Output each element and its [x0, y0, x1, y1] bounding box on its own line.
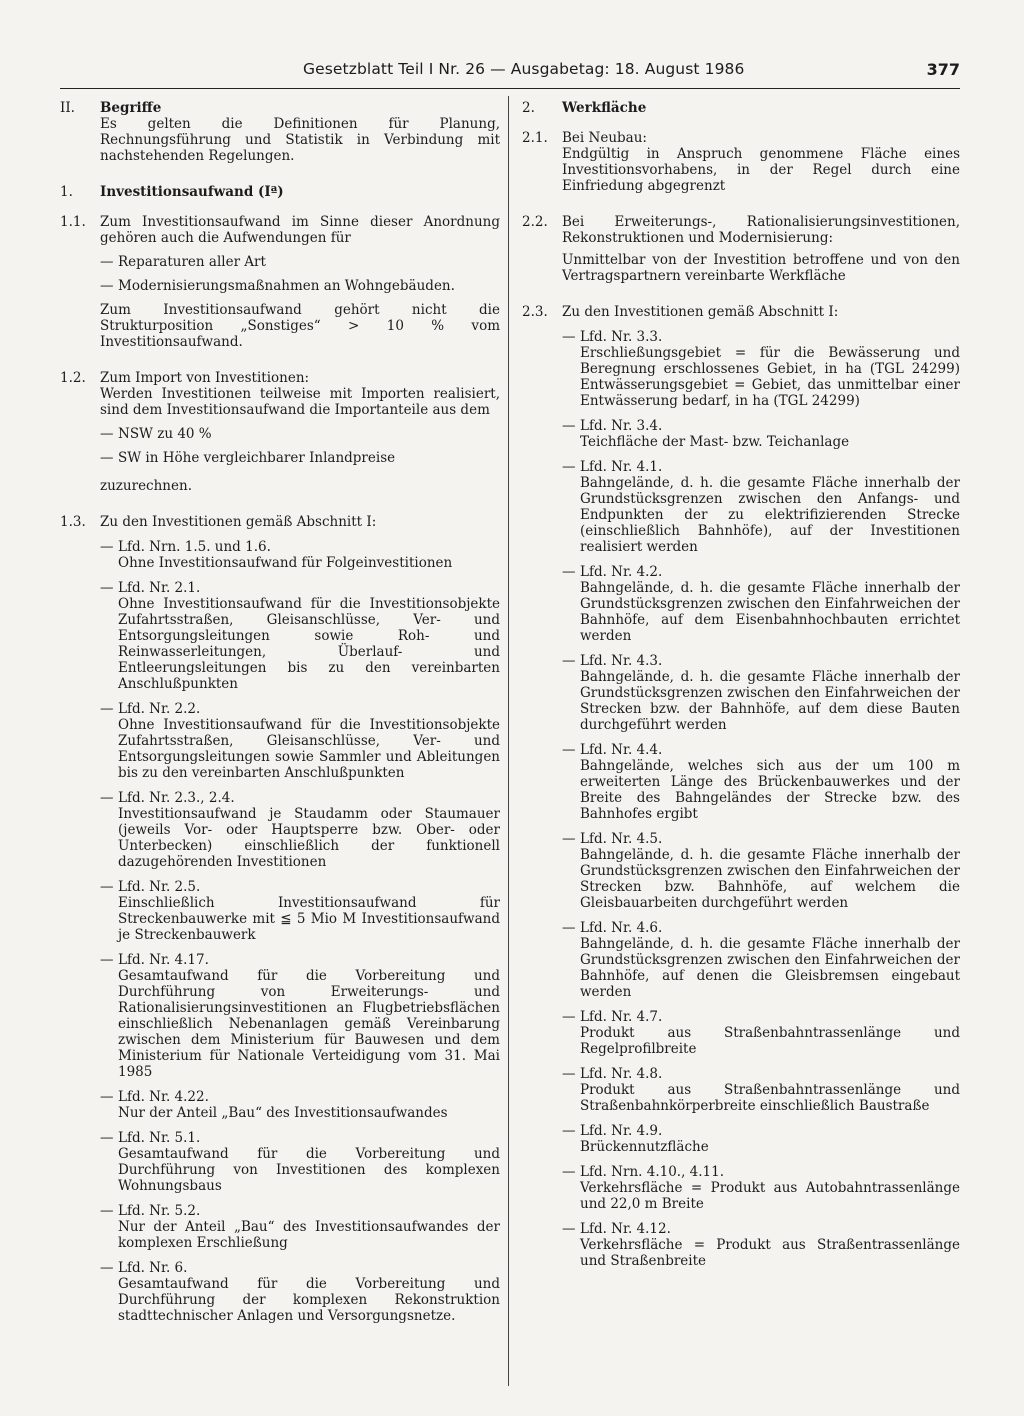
- section-heading: Investitionsaufwand (Iª): [100, 184, 284, 200]
- item-label: Lfd. Nrn. 4.10., 4.11.: [580, 1164, 725, 1180]
- section-number: 1.: [60, 184, 73, 200]
- item-label: Lfd. Nr. 4.2.: [580, 564, 663, 580]
- item-label: Lfd. Nr. 5.1.: [118, 1130, 201, 1146]
- section-number: 2.1.: [522, 130, 548, 146]
- item-label: Lfd. Nr. 2.3., 2.4.: [118, 790, 235, 806]
- item-label: Lfd. Nr. 4.12.: [580, 1221, 671, 1237]
- item-label: Lfd. Nr. 4.8.: [580, 1066, 663, 1082]
- item-text: Verkehrsfläche = Produkt aus Autobahntrassenlänge und 22,0 m Breite: [580, 1180, 960, 1212]
- section-2-2: [522, 214, 960, 284]
- list-item: [100, 539, 500, 571]
- list-item: [100, 1130, 500, 1194]
- item-label: Lfd. Nr. 3.3.: [580, 329, 663, 345]
- section-text: Werden Investitionen teilweise mit Importen realisiert, sind dem Investitionsaufwand die Importanteile aus dem: [100, 386, 500, 418]
- section-1-2: [60, 370, 500, 494]
- bullet-item: [100, 278, 500, 294]
- item-label: Lfd. Nr. 2.1.: [118, 580, 201, 596]
- item-label: Lfd. Nr. 4.22.: [118, 1089, 209, 1105]
- section-intro: Bei Neubau:: [562, 130, 647, 146]
- list-item: [562, 920, 960, 1000]
- header-title: Gesetzblatt Teil I Nr. 26 — Ausgabetag: 18. August 1986: [303, 60, 745, 78]
- dash-marker: —: [100, 1130, 114, 1146]
- item-text: Bahngelände, d. h. die gesamte Fläche innerhalb der Grundstücksgrenzen zwischen den Einfahrweichen der Bahnhöfe, auf denen die Gleisbremsen eingebaut werden: [580, 936, 960, 1000]
- item-text: Einschließlich Investitionsaufwand für Streckenbauwerke mit ≦ 5 Mio M Investitionsaufwand je Streckenbauwerk: [118, 895, 500, 943]
- section-intro: Zum Import von Investitionen:: [100, 370, 310, 386]
- bullet-text: SW in Höhe vergleichbarer Inlandpreise: [118, 450, 396, 466]
- dash-marker: —: [100, 952, 114, 968]
- item-text: Produkt aus Straßenbahntrassenlänge und Regelprofilbreite: [580, 1025, 960, 1057]
- item-label: Lfd. Nr. 4.1.: [580, 459, 663, 475]
- dash-marker: —: [100, 701, 114, 717]
- section-2-1: [522, 130, 960, 194]
- dash-marker: —: [562, 1164, 576, 1180]
- section-text: Zum Investitionsaufwand gehört nicht die Strukturposition „Sonstiges“ > 10 % vom Investitionsaufwand.: [100, 302, 500, 350]
- item-label: Lfd. Nr. 3.4.: [580, 418, 663, 434]
- dash-marker: —: [100, 426, 114, 442]
- dash-marker: —: [100, 879, 114, 895]
- item-label: Lfd. Nr. 4.6.: [580, 920, 663, 936]
- dash-marker: —: [562, 831, 576, 847]
- list-item: [100, 1260, 500, 1324]
- section-1-1: [60, 214, 500, 350]
- bullet-text: NSW zu 40 %: [118, 426, 212, 442]
- item-text: Gesamtaufwand für die Vorbereitung und Durchführung von Investitionen des komplexen Wohnungsbaus: [118, 1146, 500, 1194]
- item-label: Lfd. Nr. 4.7.: [580, 1009, 663, 1025]
- section-text: zuzurechnen.: [100, 478, 192, 494]
- list-item: [562, 459, 960, 555]
- dash-marker: —: [100, 580, 114, 596]
- item-text: Produkt aus Straßenbahntrassenlänge und Straßenbahnkörperbreite einschließlich Baustraße: [580, 1082, 960, 1114]
- dash-marker: —: [562, 1009, 576, 1025]
- item-text: Teichfläche der Mast- bzw. Teichanlage: [580, 434, 850, 450]
- list-item: [562, 329, 960, 409]
- item-text: Nur der Anteil „Bau“ des Investitionsaufwandes der komplexen Erschließung: [118, 1219, 500, 1251]
- dash-marker: —: [100, 450, 114, 466]
- list-item: [100, 1203, 500, 1251]
- section-text: Zum Investitionsaufwand im Sinne dieser Anordnung gehören auch die Aufwendungen für: [100, 214, 500, 246]
- item-text: Ohne Investitionsaufwand für Folgeinvestitionen: [118, 555, 453, 571]
- dash-marker: —: [562, 1221, 576, 1237]
- item-label: Lfd. Nr. 2.5.: [118, 879, 201, 895]
- item-text: Bahngelände, d. h. die gesamte Fläche innerhalb der Grundstücksgrenzen zwischen den Anfangs- und Endpunkten der zu elektrifizierenden Strecke (einschließlich Bahnhöfe), auf der Investitionen realisiert werden: [580, 475, 960, 555]
- left-column: [60, 100, 500, 1324]
- bullet-item: [100, 450, 500, 466]
- bullet-item: [100, 254, 500, 270]
- dash-marker: —: [562, 459, 576, 475]
- section-number: 2.3.: [522, 304, 548, 320]
- dash-marker: —: [562, 1123, 576, 1139]
- column-divider: [508, 96, 509, 1386]
- list-item: [562, 1164, 960, 1212]
- list-item: [562, 831, 960, 911]
- list-item: [562, 418, 960, 450]
- right-column: [522, 100, 960, 1269]
- dash-marker: —: [562, 418, 576, 434]
- item-label: Lfd. Nr. 2.2.: [118, 701, 201, 717]
- list-item: [100, 790, 500, 870]
- item-text: Ohne Investitionsaufwand für die Investitionsobjekte Zufahrtsstraßen, Gleisanschlüsse, Ver- und Entsorgungsleitungen sowie Roh- und Reinwasserleitungen, Überlauf- und Entleerungsleitungen bis zu den vereinbarten Anschlußpunkten: [118, 596, 500, 692]
- item-text: Gesamtaufwand für die Vorbereitung und Durchführung der komplexen Rekonstruktion stadttechnischer Anlagen und Versorgungsnetze.: [118, 1276, 500, 1324]
- dash-marker: —: [100, 278, 114, 294]
- section-investitionsaufwand: [60, 184, 500, 200]
- list-item: [562, 1009, 960, 1057]
- dash-marker: —: [562, 329, 576, 345]
- item-label: Lfd. Nr. 4.5.: [580, 831, 663, 847]
- dash-marker: —: [562, 653, 576, 669]
- item-text: Bahngelände, d. h. die gesamte Fläche innerhalb der Grundstücksgrenzen zwischen den Einfahrweichen der Strecken bzw. der Bahnhöfe, auf dem diese Bauten durchgeführt werden: [580, 669, 960, 733]
- section-intro: Zu den Investitionen gemäß Abschnitt I:: [562, 304, 839, 320]
- item-text: Bahngelände, welches sich aus der um 100 m erweiterten Länge des Brückenbauwerkes und der Breite des Bahngeländes der Strecke bzw. des Bahnhofes ergibt: [580, 758, 960, 822]
- bullet-text: Modernisierungsmaßnahmen an Wohngebäuden.: [118, 278, 455, 294]
- item-label: Lfd. Nr. 4.3.: [580, 653, 663, 669]
- section-2-3: [522, 304, 960, 1269]
- section-number: 2.2.: [522, 214, 548, 230]
- item-label: Lfd. Nr. 4.17.: [118, 952, 209, 968]
- section-werkflaeche: [522, 100, 960, 116]
- section-number: II.: [60, 100, 75, 116]
- dash-marker: —: [100, 1089, 114, 1105]
- section-number: 1.3.: [60, 514, 86, 530]
- item-list: [100, 539, 500, 1324]
- dash-marker: —: [100, 790, 114, 806]
- item-label: Lfd. Nr. 4.4.: [580, 742, 663, 758]
- dash-marker: —: [100, 1260, 114, 1276]
- list-item: [100, 879, 500, 943]
- list-item: [562, 1221, 960, 1269]
- section-number: 1.2.: [60, 370, 86, 386]
- section-begriffe: [60, 100, 500, 164]
- section-text: Es gelten die Definitionen für Planung, Rechnungsführung und Statistik in Verbindung mit nachstehenden Regelungen.: [100, 116, 500, 164]
- list-item: [562, 1123, 960, 1155]
- item-text: Bahngelände, d. h. die gesamte Fläche innerhalb der Grundstücksgrenzen zwischen den Einfahrweichen der Strecken bzw. Bahnhöfe, auf welchem die Gleisbauarbeiten durchgeführt werden: [580, 847, 960, 911]
- bullet-item: [100, 426, 500, 442]
- item-text: Investitionsaufwand je Staudamm oder Staumauer (jeweils Vor- oder Hauptsperre bzw. Ober- oder Unterbecken) einschließlich der funktionell dazugehörenden Investitionen: [118, 806, 500, 870]
- item-text: Nur der Anteil „Bau“ des Investitionsaufwandes: [118, 1105, 448, 1121]
- item-label: Lfd. Nr. 6.: [118, 1260, 188, 1276]
- item-text: Ohne Investitionsaufwand für die Investitionsobjekte Zufahrtsstraßen, Gleisanschlüsse, Ver- und Entsorgungsleitungen sowie Sammler und Ableitungen bis zu den vereinbarten Anschlußpunkten: [118, 717, 500, 781]
- list-item: [562, 1066, 960, 1114]
- dash-marker: —: [562, 564, 576, 580]
- section-1-3: [60, 514, 500, 1324]
- list-item: [100, 1089, 500, 1121]
- item-text: Bahngelände, d. h. die gesamte Fläche innerhalb der Grundstücksgrenzen zwischen den Einfahrweichen der Bahnhöfe, auf dem Eisenbahnhochbauten errichtet werden: [580, 580, 960, 644]
- section-text: Endgültig in Anspruch genommene Fläche eines Investitionsvorhabens, in der Regel durch eine Einfriedung abgegrenzt: [562, 146, 960, 194]
- list-item: [100, 952, 500, 1080]
- section-intro: Bei Erweiterungs-, Rationalisierungsinvestitionen, Rekonstruktionen und Modernisierung:: [562, 214, 960, 246]
- section-number: 2.: [522, 100, 535, 116]
- dash-marker: —: [100, 254, 114, 270]
- page-header: [60, 60, 960, 84]
- section-number: 1.1.: [60, 214, 86, 230]
- dash-marker: —: [562, 1066, 576, 1082]
- item-label: Lfd. Nr. 5.2.: [118, 1203, 201, 1219]
- dash-marker: —: [562, 742, 576, 758]
- section-intro: Zu den Investitionen gemäß Abschnitt I:: [100, 514, 377, 530]
- dash-marker: —: [100, 539, 114, 555]
- item-text: Verkehrsfläche = Produkt aus Straßentrassenlänge und Straßenbreite: [580, 1237, 960, 1269]
- item-text: Brückennutzfläche: [580, 1139, 709, 1155]
- bullet-text: Reparaturen aller Art: [118, 254, 266, 270]
- item-list: [562, 329, 960, 1269]
- item-label: Lfd. Nrn. 1.5. und 1.6.: [118, 539, 271, 555]
- page-number: 377: [926, 60, 960, 79]
- header-rule: [60, 88, 960, 89]
- item-text: Gesamtaufwand für die Vorbereitung und Durchführung von Erweiterungs- und Rationalisierungsinvestitionen an Flugbetriebsflächen einschließlich Nebenanlagen gemäß Vereinbarung zwischen dem Ministerium für Bauwesen und dem Ministerium für Nationale Verteidigung vom 31. Mai 1985: [118, 968, 500, 1080]
- list-item: [562, 742, 960, 822]
- item-label: Lfd. Nr. 4.9.: [580, 1123, 663, 1139]
- dash-marker: —: [100, 1203, 114, 1219]
- list-item: [562, 653, 960, 733]
- item-text: Erschließungsgebiet = für die Bewässerung und Beregnung erschlossenes Gebiet, in ha (TGL 24299) Entwässerungsgebiet = Gebiet, das unmittelbar einer Entwässerung bedarf, in ha (TGL 24299): [580, 345, 960, 409]
- dash-marker: —: [562, 920, 576, 936]
- section-heading: Werkfläche: [562, 100, 647, 116]
- list-item: [100, 580, 500, 692]
- section-text: Unmittelbar von der Investition betroffene und von den Vertragspartnern vereinbarte Werkfläche: [562, 252, 960, 284]
- list-item: [100, 701, 500, 781]
- list-item: [562, 564, 960, 644]
- section-heading: Begriffe: [100, 100, 162, 116]
